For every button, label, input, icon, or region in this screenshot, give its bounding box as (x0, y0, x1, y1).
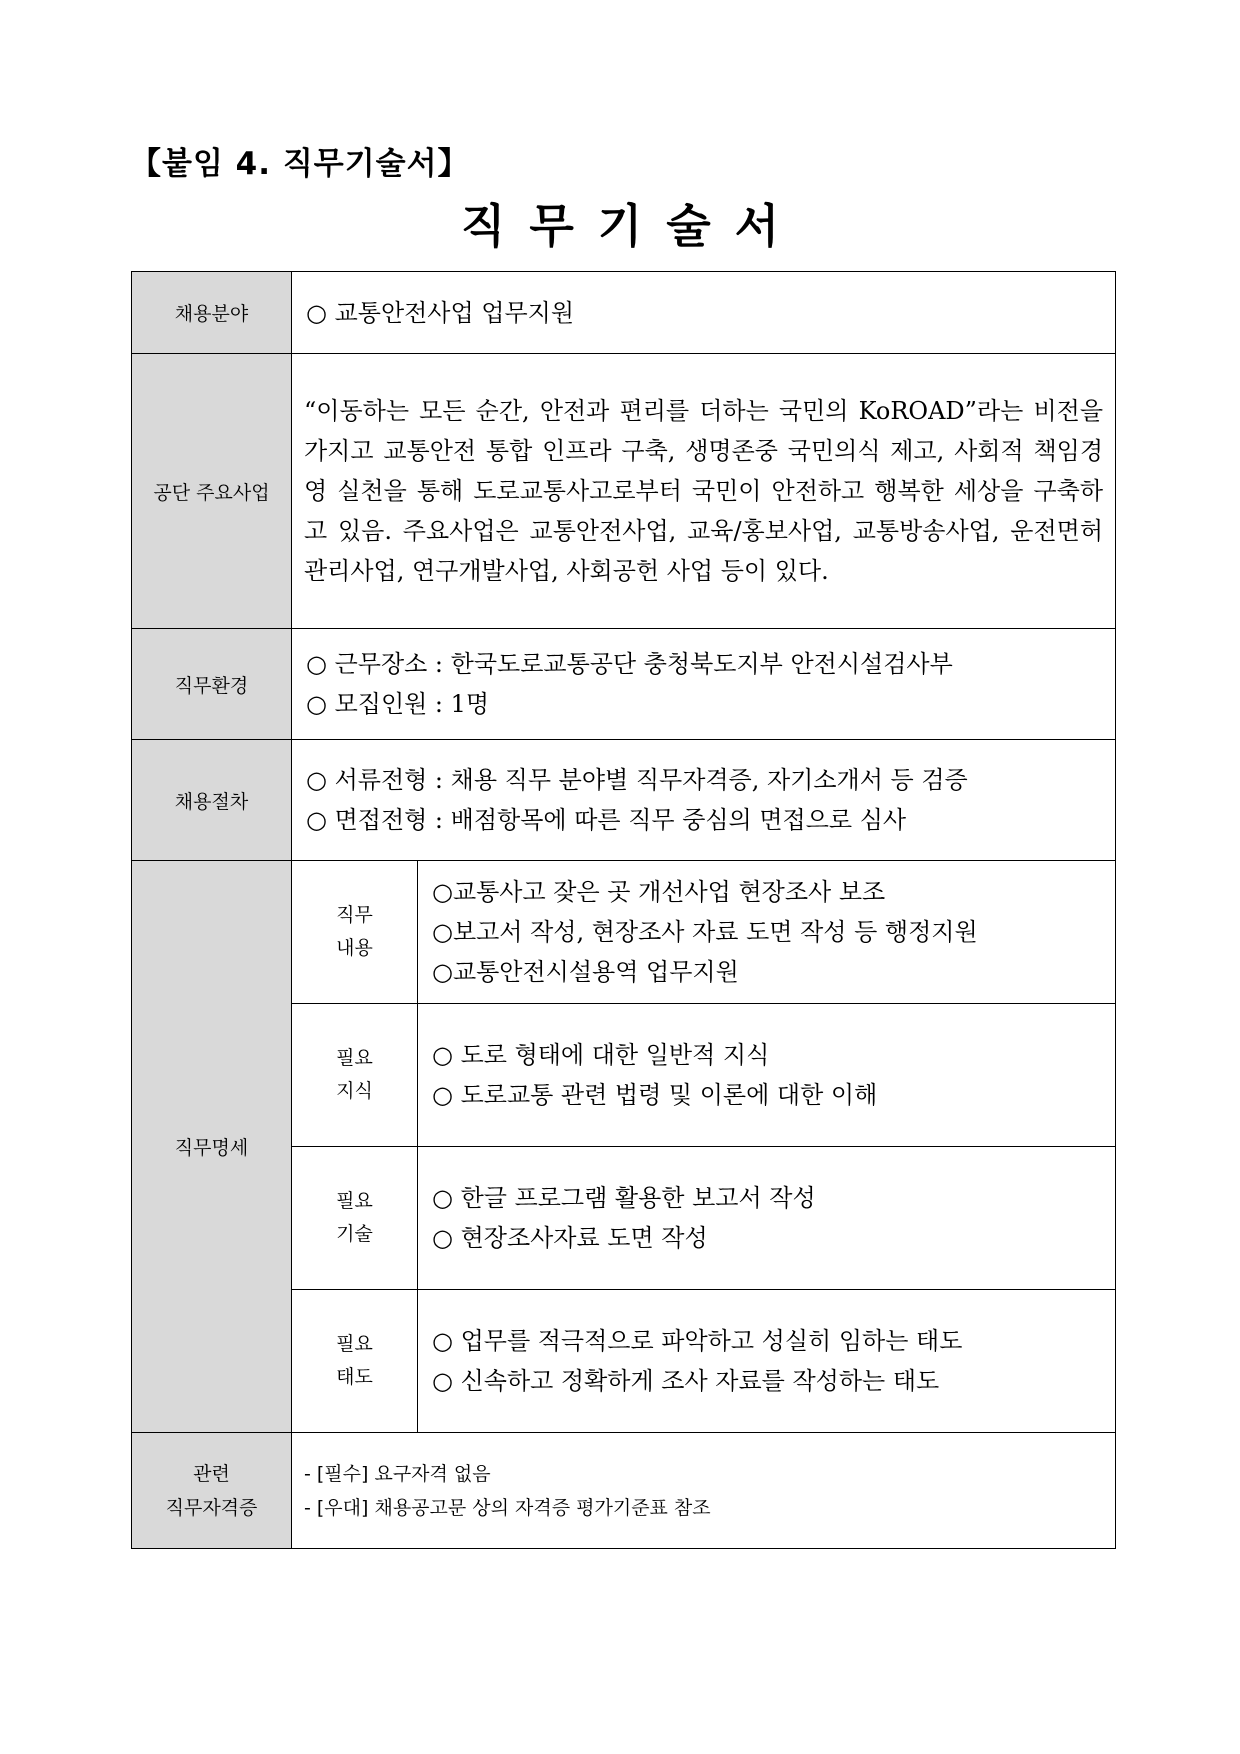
qualifications-header: 관련 직무자격증 (132, 1433, 292, 1549)
main-business-text: “이동하는 모든 순간, 안전과 편리를 더하는 국민의 KoROAD”라는 비전을 가지고 교통안전 통합 인프라 구축, 생명존중 국민의식 제고, 사회적 책임경영 실천을 통해 도로교통사고로부터 국민이 안전하고 행복한 세상을 구축하고 있음. 주요사업은 교통안전사업, 교육/홍보사업, 교통방송사업, 운전면허관리사업, 연구개발사업, 사회공헌 사업 등이 있다. (304, 397, 1104, 585)
required-attitude-line: ○ 신속하고 정확하게 조사 자료를 작성하는 태도 (432, 1367, 940, 1395)
job-content-line: ○교통안전시설용역 업무지원 (432, 958, 739, 986)
required-skills-line: ○ 한글 프로그램 활용한 보고서 작성 (432, 1184, 816, 1212)
required-knowledge-line: ○ 도로교통 관련 법령 및 이론에 대한 이해 (432, 1081, 878, 1109)
recruit-field-header: 채용분야 (132, 272, 292, 354)
required-attitude-label: 필요 태도 (292, 1290, 418, 1433)
required-skills-label: 필요 기술 (292, 1147, 418, 1290)
row-job-content (132, 861, 1116, 1004)
job-content-line: ○교통사고 잦은 곳 개선사업 현장조사 보조 (432, 878, 886, 906)
hiring-process-line: ○ 면접전형 : 배점항목에 따른 직무 중심의 면접으로 심사 (306, 806, 907, 834)
row-work-environment (132, 629, 1116, 740)
main-business-header: 공단 주요사업 (132, 354, 292, 629)
required-knowledge-line: ○ 도로 형태에 대한 일반적 지식 (432, 1041, 770, 1069)
row-qualifications (132, 1433, 1116, 1549)
work-environment-line: ○ 근무장소 : 한국도로교통공단 충청북도지부 안전시설검사부 (306, 650, 953, 678)
row-hiring-process (132, 740, 1116, 861)
work-environment-line: ○ 모집인원 : 1명 (306, 690, 490, 718)
required-knowledge-label: 필요 지식 (292, 1004, 418, 1147)
row-main-business (132, 354, 1116, 629)
job-content-line: ○보고서 작성, 현장조사 자료 도면 작성 등 행정지원 (432, 918, 978, 946)
qualification-line: - [우대] 채용공고문 상의 자격증 평가기준표 참조 (304, 1496, 711, 1519)
job-description-table (131, 271, 1116, 1549)
recruit-field-value: ○ 교통안전사업 업무지원 (306, 298, 575, 327)
hiring-process-header: 채용절차 (132, 740, 292, 861)
required-attitude-line: ○ 업무를 적극적으로 파악하고 성실히 임하는 태도 (432, 1327, 963, 1355)
work-environment-header: 직무환경 (132, 629, 292, 740)
required-skills-line: ○ 현장조사자료 도면 작성 (432, 1224, 708, 1252)
document-title: 직무기술서 (460, 199, 804, 253)
job-content-label: 직무 내용 (292, 861, 418, 1004)
qualification-line: - [필수] 요구자격 없음 (304, 1462, 491, 1485)
attachment-label: 【붙임 4. 직무기술서】 (130, 146, 470, 182)
hiring-process-line: ○ 서류전형 : 채용 직무 분야별 직무자격증, 자기소개서 등 검증 (306, 766, 968, 794)
row-recruit-field (132, 272, 1116, 354)
job-spec-header: 직무명세 (132, 861, 292, 1433)
